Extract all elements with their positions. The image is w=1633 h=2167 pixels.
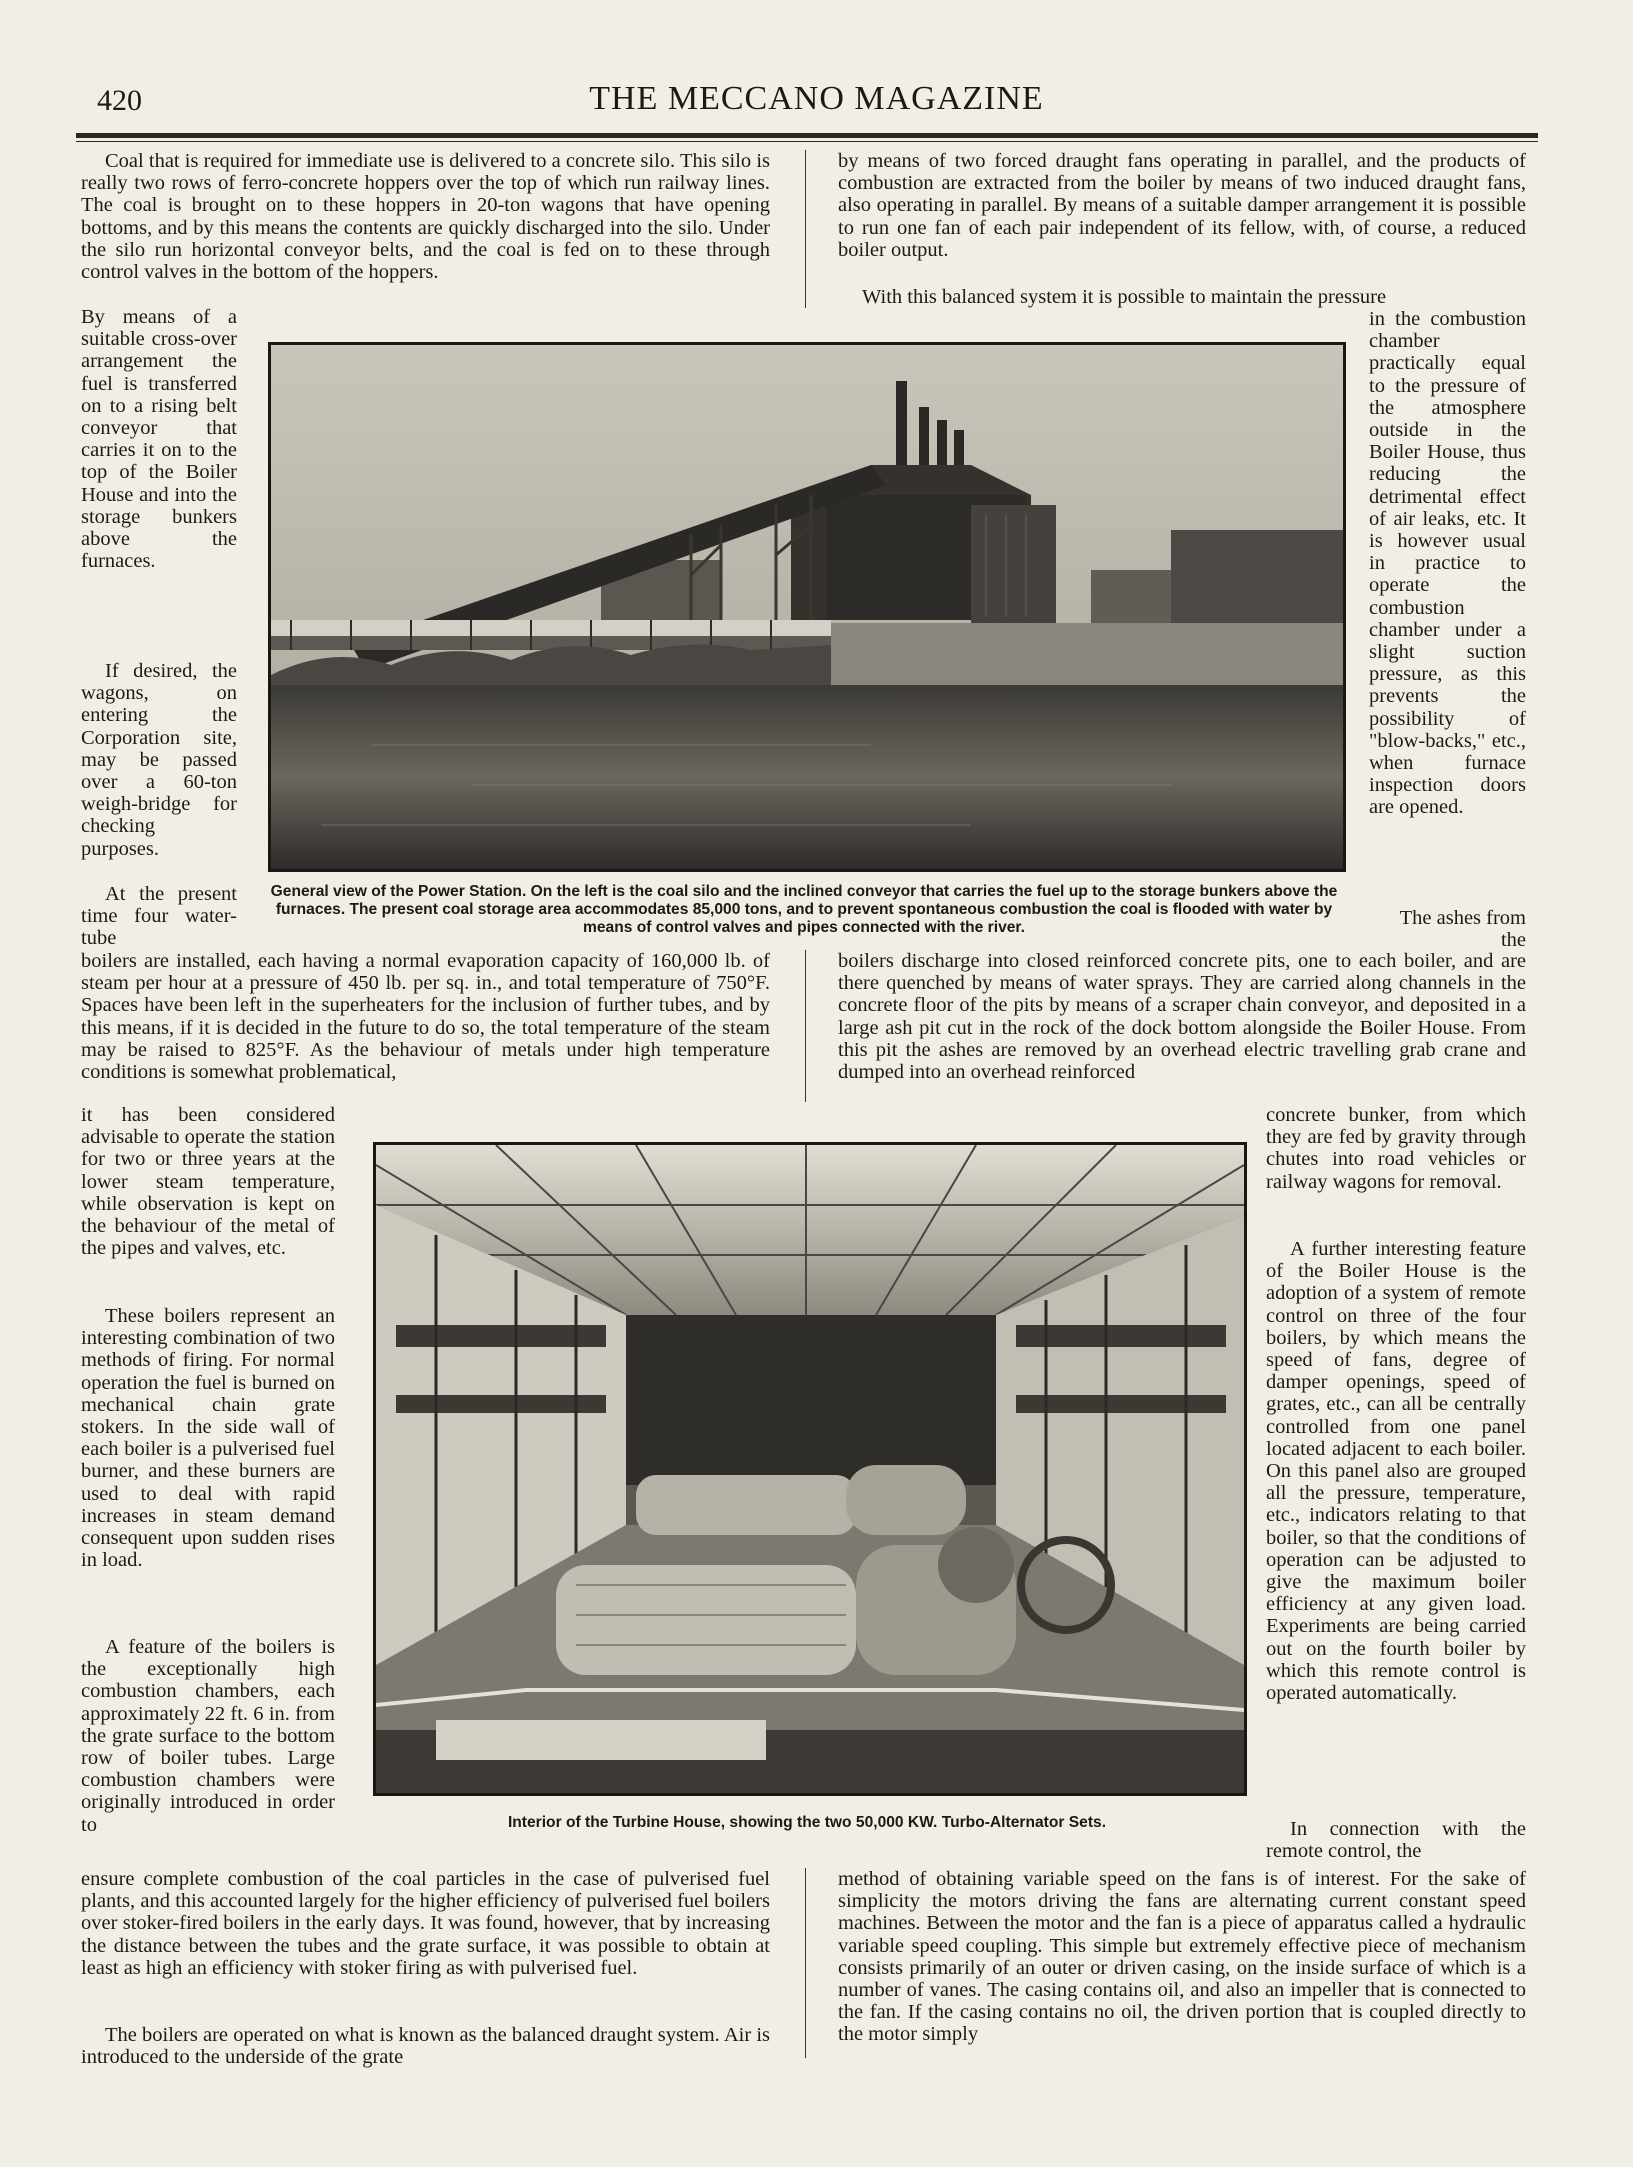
page-number: 420 (97, 84, 142, 117)
paragraph-balanced-draught: The boilers are operated on what is known as the balanced draught system. Air is introduced to the underside of the grate (81, 2024, 770, 2069)
paragraph-remote-control-intro: In connection with the remote control, the (1266, 1818, 1526, 1863)
paragraph-ash-pits: boilers discharge into closed reinforced concrete pits, one to each boiler, and are there quenched by means of water sprays. They are carried along channels in the concrete floor of the pits by means of a scraper chain conveyor, and deposited in a large ash pit cut in the rock of the dock bottom alongside the Boiler House. From this pit the ashes are removed by an overhead electric travelling grab crane and dumped into an overhead reinforced (838, 950, 1526, 1084)
paragraph-combustion-chambers: A feature of the boilers is the exceptionally high combustion chambers, each approximately 22 ft. 6 in. from the grate surface to the bottom row of boiler tubes. Large combustion chambers were originally introduced in order to (81, 1636, 335, 1836)
column-divider-bottom (805, 1868, 806, 2058)
magazine-title: THE MECCANO MAGAZINE (589, 80, 1044, 117)
paragraph-combustion-pressure: in the combustion chamber practically equal to the pressure of the atmosphere outside in the Boiler House, thus reducing the detrimental effect of air leaks, etc. It is however usual in practice to operate the combustion chamber under a slight suction pressure, as this prevents the possibility of "blow-backs," etc., when furnace inspection doors are opened. (1369, 308, 1526, 819)
paragraph-pulverised-fuel: ensure complete combustion of the coal particles in the case of pulverised fuel plants, and this accounted largely for the higher efficiency of pulverised fuel boilers over stoker-fired boilers in the early days. It was found, however, that by increasing the distance between the tubes and the grate surface, it was possible to obtain at least as high an efficiency with stoker firing as with pulverised fuel. (81, 1868, 770, 1979)
column-divider-top (805, 150, 806, 308)
paragraph-boilers-installed: boilers are installed, each having a normal evaporation capacity of 160,000 lb. of steam per hour at a pressure of 450 lb. per sq. in., and total temperature of 750°F. Spaces have been left in the superheaters for the inclusion of further tubes, and by this means, if it is decided in the future to do so, the total temperature of the steam may be raised to 825°F. As the behaviour of metals under high temperature conditions is somewhat problematical, (81, 950, 770, 1084)
paragraph-concrete-bunker: concrete bunker, from which they are fed by gravity through chutes into road vehicles or railway wagons for removal. (1266, 1104, 1526, 1193)
paragraph-boilers-intro: At the present time four water-tube (81, 883, 237, 950)
paragraph-balanced-system: With this balanced system it is possible to maintain the pressure (862, 286, 1387, 308)
column-divider-middle (805, 950, 806, 1102)
paragraph-firing-methods: These boilers represent an interesting combination of two methods of firing. For normal operation the fuel is burned on mechanical chain grate stokers. In the side wall of each boiler is a pulverised fuel burner, and these burners are used to deal with rapid increases in steam demand consequent upon sudden rises in load. (81, 1305, 335, 1572)
paragraph-fans: by means of two forced draught fans operating in parallel, and the products of combustion are extracted from the boiler by means of two induced draught fans, also operating in parallel. By means of a suitable damper arrangement it is possible to run one fan of each pair independent of its fellow, with, of course, a reduced boiler output. (838, 150, 1526, 261)
paragraph-ashes-intro: The ashes from the (1399, 907, 1526, 952)
paragraph-variable-speed: method of obtaining variable speed on the fans is of interest. For the sake of simplicity the motors driving the fans are alternating current constant speed machines. Between the motor and the fan is a piece of apparatus called a hydraulic variable speed coupling. This simple but extremely effective piece of mechanism consists primarily of an outer or driven casing, on the inside surface of which is a number of vanes. The casing contains oil, and also an impeller that is connected to the fan. If the casing contains no oil, the driven portion that is coupled directly to the motor simply (838, 1868, 1526, 2046)
turbine-house-photo (373, 1142, 1247, 1796)
paragraph-lower-temperature: it has been considered advisable to operate the station for two or three years at the lower steam temperature, while observation is kept on the behaviour of the metal of the pipes and valves, etc. (81, 1104, 335, 1260)
power-station-photo (268, 342, 1346, 872)
turbine-house-caption: Interior of the Turbine House, showing the two 50,000 KW. Turbo-Alternator Sets. (507, 1814, 1107, 1831)
header-rule (76, 133, 1538, 142)
power-station-caption: General view of the Power Station. On the left is the coal silo and the inclined conveyor that carries the fuel up to the storage bunkers above the furnaces. The present coal storage area accommodates 85,000 tons, and to prevent spontaneous combustion the coal is flooded with water by means of control valves and pipes connected with the river. (270, 883, 1338, 936)
paragraph-cross-over: By means of a suitable cross-over arrangement the fuel is transferred on to a rising belt conveyor that carries it on to the top of the Boiler House and into the storage bunkers above the furnaces. (81, 306, 237, 573)
paragraph-coal-silo: Coal that is required for immediate use is delivered to a concrete silo. This silo is really two rows of ferro-concrete hoppers over the top of which run railway lines. The coal is brought on to these hoppers in 20-ton wagons that have opening bottoms, and by this means the contents are quickly discharged into the silo. Under the silo run horizontal conveyor belts, and the coal is fed on to these through control valves in the bottom of the hoppers. (81, 150, 770, 284)
paragraph-remote-control: A further interesting feature of the Boiler House is the adoption of a system of remote control on three of the four boilers, by which means the speed of fans, degree of damper openings, speed of grates, etc., can all be centrally controlled from one panel located adjacent to each boiler. On this panel also are grouped all the pressure, temperature, etc., indicators relating to that boiler, so that the conditions of operation can be adjusted to give the maximum boiler efficiency at any given load. Experiments are being carried out on the fourth boiler by which this remote control is operated automatically. (1266, 1238, 1526, 1705)
paragraph-weighbridge: If desired, the wagons, on entering the Corporation site, may be passed over a 60-ton weigh-bridge for checking purposes. (81, 660, 237, 860)
